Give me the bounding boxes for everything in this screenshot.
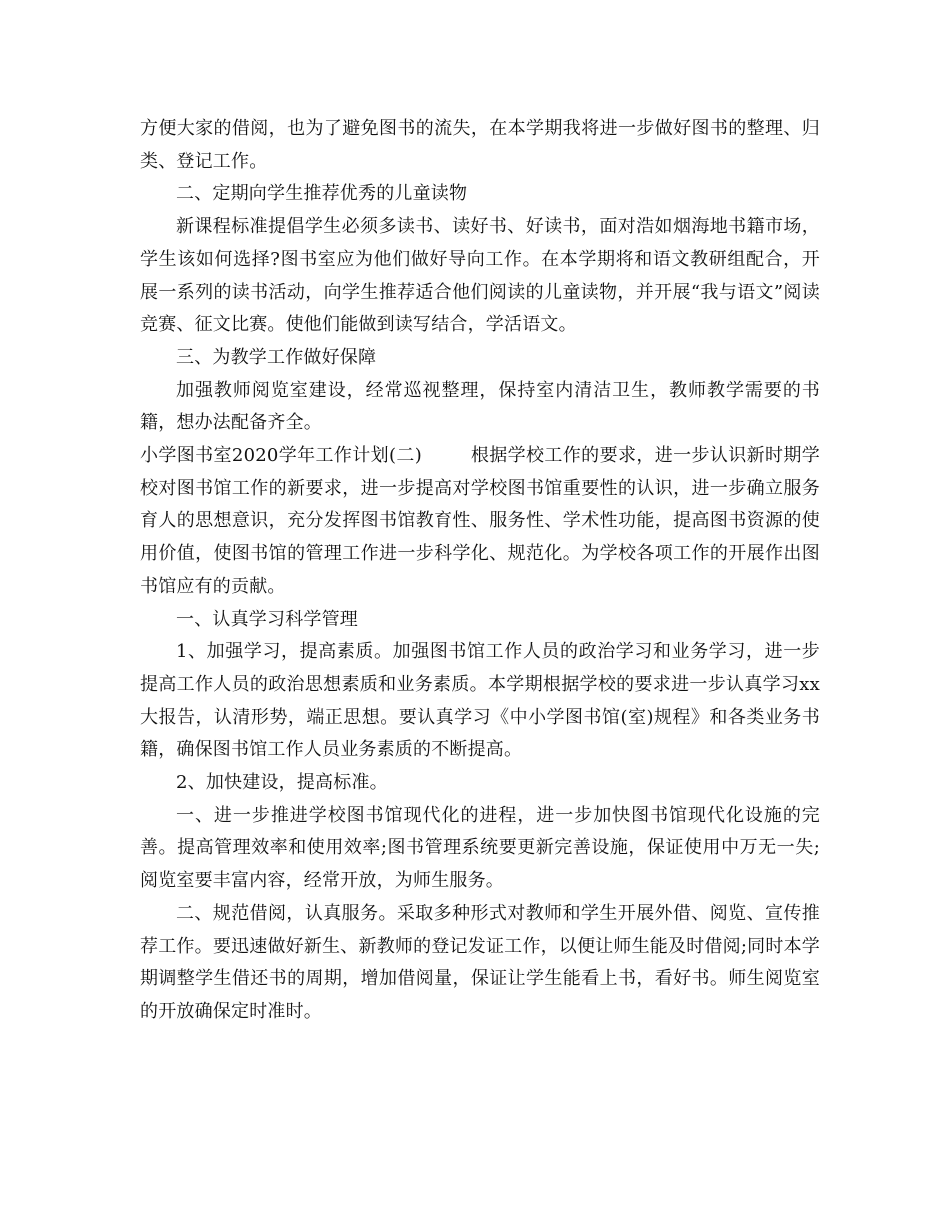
- section-heading-recommend-reading: 二、定期向学生推荐优秀的儿童读物: [176, 183, 468, 205]
- paragraph-strengthen-study: 1、加强学习，提高素质。加强图书馆工作人员的政治学习和业务学习，进一步提高工作人员的政治思想素质和业务素质。本学期根据学校的要求进一步认真学习xx大报告，认清形势，端正思想。要认真学习《中小学图书馆(室)规程》和各类业务书籍，确保图书馆工作人员业务素质的不断提高。: [140, 641, 820, 761]
- document-body: [140, 113, 820, 1029]
- paragraph-borrowing-service: 二、规范借阅，认真服务。采取多种形式对教师和学生开展外借、阅览、宣传推荐工作。要迅速做好新生、新教师的登记发证工作，以便让师生能及时借阅;同时本学期调整学生借还书的周期，增加借阅量，保证让学生能看上书，看好书。师生阅览室的开放确保定时准时。: [140, 902, 820, 1022]
- paragraph-modernization: 一、进一步推进学校图书馆现代化的进程，进一步加快图书馆现代化设施的完善。提高管理效率和使用效率;图书管理系统要更新完善设施，保证使用中万无一失;阅览室要丰富内容，经常开放，为师生服务。: [140, 804, 820, 892]
- paragraph-continuation: 方便大家的借阅，也为了避免图书的流失，在本学期我将进一步做好图书的整理、归类、登记工作。: [140, 118, 820, 172]
- paragraph-plan-two-intro: 小学图书室2020学年工作计划(二) 根据学校工作的要求，进一步认识新时期学校对图书馆工作的新要求，进一步提高对学校图书馆重要性的认识，进一步确立服务育人的思想意识，充分发挥图书馆教育性、服务性、学术性功能，提高图书资源的使用价值，使图书馆的管理工作进一步科学化、规范化。为学校各项工作的开展作出图书馆应有的贡献。: [140, 445, 820, 597]
- section-heading-study-management: 一、认真学习科学管理: [176, 608, 358, 630]
- paragraph-reading-activities: 新课程标准提倡学生必须多读书、读好书、好读书，面对浩如烟海地书籍市场，学生该如何选择?图书室应为他们做好导向工作。在本学期将和语文教研组配合，开展一系列的读书活动，向学生推荐适合他们阅读的儿童读物，并开展“我与语文”阅读竞赛、征文比赛。使他们能做到读写结合，学活语文。: [140, 216, 820, 336]
- paragraph-teacher-reading-room: 加强教师阅览室建设，经常巡视整理，保持室内清洁卫生，教师教学需要的书籍，想办法配备齐全。: [140, 379, 820, 434]
- section-heading-teaching-support: 三、为教学工作做好保障: [176, 346, 377, 368]
- subheading-speed-construction: 2、加快建设，提高标准。: [176, 772, 388, 794]
